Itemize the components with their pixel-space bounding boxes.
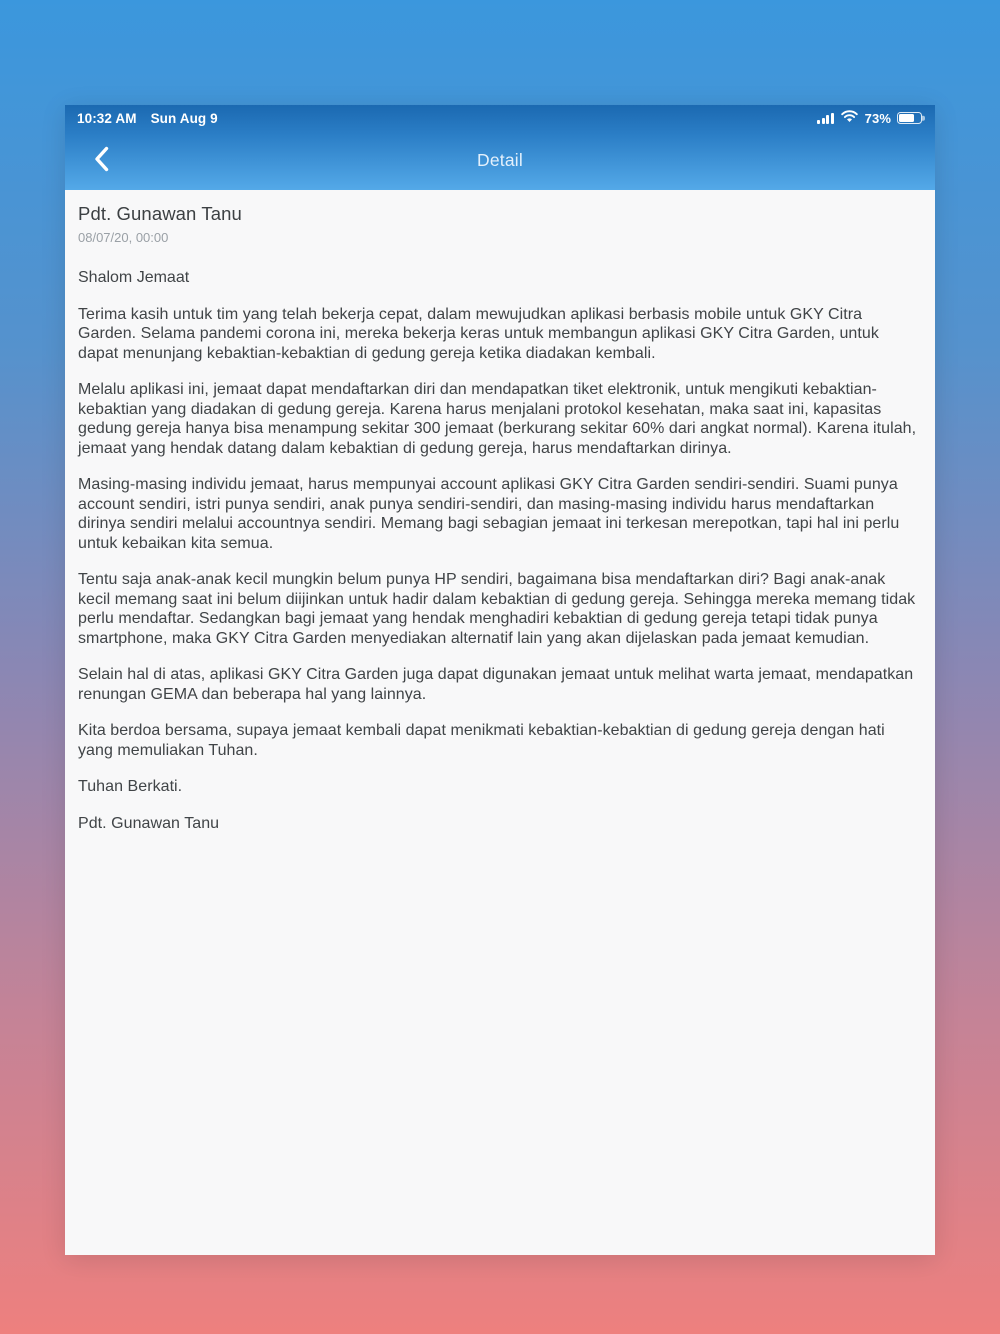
article-paragraph: Tentu saja anak-anak kecil mungkin belum punya HP sendiri, bagaimana bisa mendaftarkan diri? Bagi anak-anak kecil memang saat ini belum diijinkan untuk hadir dalam kebaktian di gedung gereja. Sehingga mereka memang tidak perlu mendaftar. Sedangkan bagi jemaat yang hendak menghadiri kebaktian di gedung gereja tetapi tidak punya smartphone, maka GKY Citra Garden menyediakan alternatif lain yang akan dijelaskan pada jemaat kemudian. xyxy=(78,571,916,647)
battery-icon xyxy=(897,112,922,125)
article-signature: Pdt. Gunawan Tanu xyxy=(78,814,220,832)
article-scroll-area[interactable] xyxy=(65,190,935,1255)
article-paragraph: Melalu aplikasi ini, jemaat dapat mendaftarkan diri dan mendapatkan tiket elektronik, untuk mengikuti kebaktian-kebaktian yang diadakan di gedung gereja. Karena harus menjalani protokol kesehatan, maka saat ini, kapasitas gedung gereja hanya bisa menampung sekitar 300 jemaat (berkurang sekitar 60% dari angkat normal). Karena itulah, jemaat yang hendak datang dalam kebaktian di gedung gereja, harus mendaftarkan dirinya. xyxy=(78,381,917,457)
nav-bar xyxy=(65,131,935,190)
article-greeting: Shalom Jemaat xyxy=(78,269,190,286)
article-paragraph: Selain hal di atas, aplikasi GKY Citra Garden juga dapat digunakan jemaat untuk melihat warta jemaat, mendapatkan renungan GEMA dan beberapa hal yang lainnya. xyxy=(78,666,914,703)
article-paragraph: Terima kasih untuk tim yang telah bekerja cepat, dalam mewujudkan aplikasi berbasis mobile untuk GKY Citra Garden. Selama pandemi corona ini, mereka bekerja keras untuk membangun aplikasi GKY Citra Garden, untuk dapat menunjang kebaktian-kebaktian di gedung gereja ketika diadakan kembali. xyxy=(78,305,879,362)
article-paragraph: Masing-masing individu jemaat, harus mempunyai account aplikasi GKY Citra Garden sendiri-sendiri. Suami punya account sendiri, istri punya sendiri, anak punya sendiri-sendiri, dan masing-masing individu harus mendaftarkan dirinya sendiri melalui accountnya sendiri. Memang bagi sebagian jemaat ini terkesan merepotkan, tapi hal ini perlu untuk kebaikan kita semua. xyxy=(78,476,900,552)
status-date: Sun Aug 9 xyxy=(150,110,218,126)
status-time: 10:32 AM xyxy=(77,110,137,126)
article-paragraph: Kita berdoa bersama, supaya jemaat kembali dapat menikmati kebaktian-kebaktian di gedung gereja dengan hati yang memuliakan Tuhan. xyxy=(78,722,885,759)
article-body xyxy=(78,305,920,834)
chevron-left-icon xyxy=(94,146,109,175)
status-bar xyxy=(65,105,935,131)
battery-percent: 73% xyxy=(864,110,891,126)
article-closing: Tuhan Berkati. xyxy=(78,778,183,795)
app-window xyxy=(65,105,935,1255)
app-header xyxy=(65,105,935,190)
page-title: Detail xyxy=(477,150,523,170)
article-author: Pdt. Gunawan Tanu xyxy=(78,203,242,224)
article-timestamp: 08/07/20, 00:00 xyxy=(78,230,169,245)
wifi-icon xyxy=(841,110,858,126)
cellular-signal-icon xyxy=(817,113,834,124)
back-button[interactable] xyxy=(79,139,123,183)
